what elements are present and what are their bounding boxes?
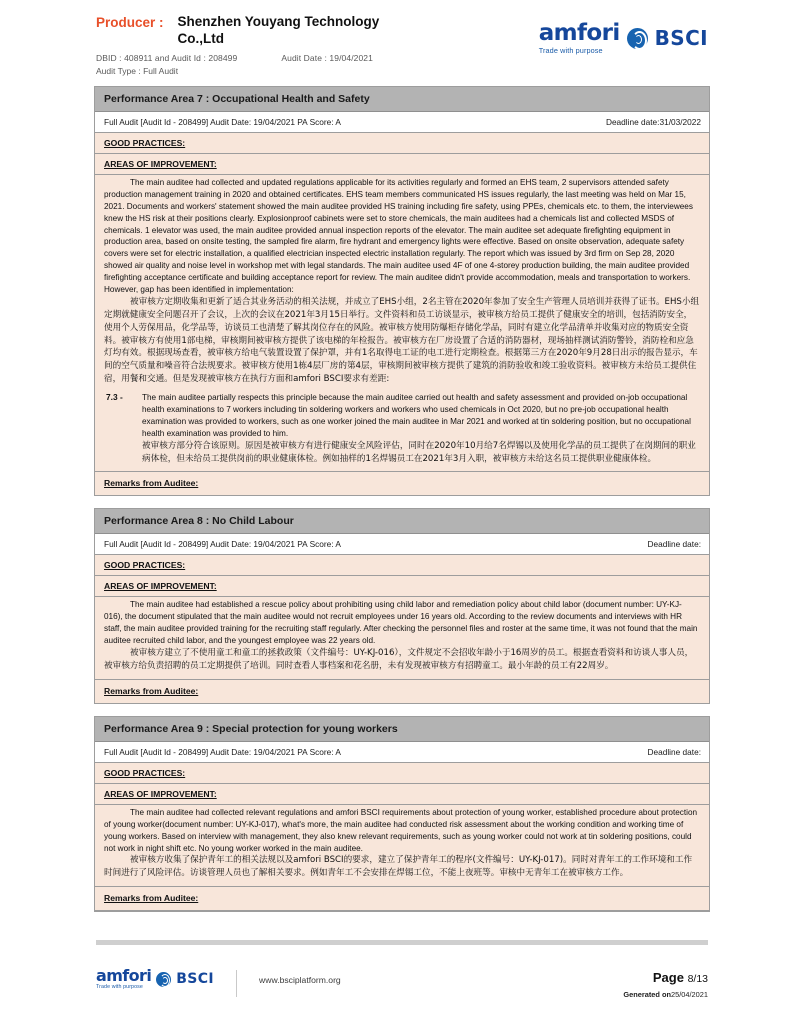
bsci-text: BSCI [654, 26, 708, 51]
areas-of-improvement-label: AREAS OF IMPROVEMENT: [104, 581, 217, 592]
good-practices-heading [95, 763, 709, 784]
performance-area-audit-row [95, 742, 709, 763]
audit-date: Audit Date : 19/04/2021 [281, 52, 373, 63]
areas-of-improvement-body [95, 175, 709, 472]
finding-number: 7.3 - [106, 392, 123, 403]
performance-area-block [94, 86, 710, 496]
areas-of-improvement-body [95, 597, 709, 679]
audit-type: Audit Type : Full Audit [96, 65, 179, 76]
footer-website-link[interactable]: www.bsciplatform.org [259, 975, 341, 985]
good-practices-label: GOOD PRACTICES: [104, 138, 186, 148]
page-footer [0, 934, 796, 1030]
amfori-spiral-icon [627, 28, 648, 49]
generated-value: 25/04/2021 [671, 990, 708, 999]
areas-of-improvement-heading [95, 154, 709, 175]
improvement-paragraph-zh: 被审核方收集了保护青年工的相关法规以及amfori BSCI的要求，建立了保护青年工的程序(文件编号：UY-KJ-017)。同时对青年工的工作环境和工作时间进行了风险评估。访谈管理人员也了解相关要求。例如青年工不会安排在焊锡工位，不能上夜班等。审核中无青年工在被审核方工作。 [104, 855, 693, 879]
page-header [0, 0, 796, 86]
deadline-date: Deadline date:31/03/2022 [605, 117, 701, 127]
finding-paragraph-en: The main auditee partially respects this principle because the main auditee carried out health and safety assessment and provided on-job occupational health examinations to 7 workers including tin soldering workers and workers who used chemicals in Oct 2020, but no pre-job occupational health examination was provided to workers, such as one worker joined the main auditee in Mar 2021 and worked at tin soldering position, but no occupational health examination was provided to him. [142, 393, 691, 438]
performance-area-block [94, 716, 710, 912]
report-body [0, 86, 796, 912]
footer-bsci-text: BSCI [176, 971, 215, 988]
footer-divider-rule [96, 940, 708, 945]
areas-of-improvement-heading [95, 576, 709, 597]
areas-of-improvement-label: AREAS OF IMPROVEMENT: [104, 159, 217, 169]
amfori-tagline: Trade with purpose [538, 46, 603, 55]
remarks-from-auditee-heading [95, 680, 709, 704]
remarks-from-auditee-heading [95, 887, 709, 911]
improvement-paragraph-zh: 被审核方定期收集和更新了适合其业务活动的相关法规，并成立了EHS小组，2名主管在2020年参加了安全生产管理人员培训并获得了证书。EHS小组定期就健康安全问题召开了会议，上次的会议在2021年3月15日举行。文件资料和员工访谈显示，被审核方给员工提供了健康安全的培训，包括消防安全，使用个人劳保用品，化学品等，访谈员工也清楚了解其岗位存在的风险。被审核方使用防爆柜存储化学品，同时有建立化学品清单并收集对应的物质安全资料。被审核方有使用1部电梯，审核期间被审核方提供了该电梯的年检报告。被审核方在厂房设置了合适的消防器材，现场抽样测试消防警铃，消防栓和应急灯均有效。根据现场查看，被审核方给电气装置设置了保护罩，并有1名取得电工证的电工进行定期检查。根据第三方在2020年9月28日出示的报告显示，车间的空气质量和噪音符合法规要求。被审核方使用1栋4层厂房的第4层，审核期间被审核方提供了建筑的消防验收和竣工验收资料。被审核方未给员工提供住宿，用餐和交通。但是发现被审核方在执行方面和amfori BSCI要求有差距: [104, 296, 700, 385]
footer-amfori-bsci-logo [96, 968, 236, 990]
amfori-wordmark [539, 22, 620, 54]
footer-amfori-tagline: Trade with purpose [96, 984, 143, 990]
areas-of-improvement-heading [95, 784, 709, 805]
amfori-bsci-logo [539, 22, 708, 54]
footer-amfori-text: amfori [96, 966, 152, 985]
footer-amfori-spiral-icon [156, 972, 171, 987]
footer-amfori-wordmark [96, 968, 151, 990]
producer-name: Shenzhen Youyang Technology Co.,Ltd [177, 14, 380, 46]
dbid-audit-id: DBID : 408911 and Audit Id : 208499 [96, 52, 238, 63]
generated-on [623, 990, 708, 999]
performance-area-title: Performance Area 9 : Special protection for young workers [95, 717, 709, 742]
improvement-paragraph-en: The main auditee had collected relevant regulations and amfori BSCI requirements about protection of young worker, established procedure about protection of young worker(document number: UY-KJ-017), what's more, the main auditee had conducted risk assessment about the working condition and working time of young workers. Based on interview with management, they also knew relevant requirements, such as young worker could not work at tin soldering positions, could not work in night shift etc. No young worker worked in the main auditee. [104, 807, 698, 853]
finding-text [142, 392, 700, 465]
footer-page-info [623, 968, 708, 999]
performance-area-title: Performance Area 7 : Occupational Health and Safety [95, 87, 709, 112]
footer-content [96, 968, 708, 999]
remarks-from-auditee-heading [95, 472, 709, 496]
deadline-date: Deadline date: [647, 539, 701, 550]
performance-area-title: Performance Area 8 : No Child Labour [95, 509, 709, 534]
performance-area-audit-row [95, 112, 709, 133]
deadline-date: Deadline date: [647, 746, 701, 757]
amfori-text: amfori [538, 20, 620, 46]
areas-of-improvement-label: AREAS OF IMPROVEMENT: [104, 788, 217, 799]
good-practices-heading [95, 555, 709, 576]
improvement-paragraph-en: The main auditee had collected and updated regulations applicable for its activities regularly and formed an EHS team, 2 supervisors attended safety production management training in 2020 and obtained certificates. EHS team members communicated HS issues regularly, the last meeting was held on Mar 15, 2021. Documents and workers' statement showed the main auditee provided HS training including fire safety, using PPEs, chemicals etc. to them, the interviewees knew the HS risk at their positions clearly. Explosionproof cabinets were set to store chemicals, the main auditees had a chemicals list and collected MSDS of chemicals. 1 elevator was used, the main auditee provided annual inspection reports of the elevator. The main auditee set adequate firefighting equipment in production area, based on onsite testing, the sampled fire alarm, fire hydrant and emergency lights were effective. Based on onsite observation, adequate safety covers were set for electric installation, a qualified electrician inspected electric installation regularly. The report which was issued by 3rd firm on Sep 28, 2020 showed air quality and noise level in workshop met with legal standards. The main auditee used 4F of one 4-storey production building, the main auditee provided firefighting acceptance certificate and building acceptance report for review. The main auditee didn't provide accommodation, meals and transportation to workers. However, gap has been identified in implementation: [104, 178, 693, 295]
improvement-paragraph-zh: 被审核方建立了不使用童工和童工的拯救政策（文件编号：UY-KJ-016），文件规定不会招收年龄小于16周岁的员工。根据查看资料和访谈人事人员，被审核方给负责招聘的员工定期提供了培训。同时查看人事档案和花名册，未有发现被审核方有招聘童工。最小年龄的员工有22周岁。 [104, 648, 694, 671]
page-label: Page [652, 970, 684, 985]
areas-of-improvement-body [95, 805, 709, 887]
audit-info: Full Audit [Audit Id - 208499] Audit Date: 19/04/2021 PA Score: A [104, 746, 341, 757]
audit-info: Full Audit [Audit Id - 208499] Audit Date: 19/04/2021 PA Score: A [104, 117, 341, 127]
finding-paragraph-zh: 被审核方部分符合该原则。原因是被审核方有进行健康安全风险评估，同时在2020年10月给7名焊锡以及使用化学品的员工提供了在岗期间的职业病体检，但未给员工提供岗前的职业健康体检。例如抽样的1名焊锡员工在2021年3月入职，被审核方未给这名员工提供职业健康体检。 [142, 440, 696, 464]
page-value: 8/13 [687, 973, 708, 985]
page-number [623, 970, 708, 985]
remarks-from-auditee-label: Remarks from Auditee: [104, 685, 199, 696]
generated-label: Generated on [623, 990, 671, 999]
performance-area-block [94, 508, 710, 703]
finding-row [104, 392, 700, 465]
good-practices-label: GOOD PRACTICES: [104, 560, 186, 571]
performance-area-audit-row [95, 534, 709, 555]
good-practices-label: GOOD PRACTICES: [104, 767, 186, 778]
good-practices-heading [95, 133, 709, 154]
producer-label: Producer : [96, 15, 164, 30]
improvement-paragraph-en: The main auditee had established a rescue policy about prohibiting using child labor and remediation policy about child labor (document number: UY-KJ-016), the document stipulated that the main auditee would not recruit employees under 16 years old. According to the review documents and interviews with HR staff, the main auditee provided training for the recruiting staff regularly. After checking the personnel files and roster at the same time, it was not found that the main auditee recruited child labor, and the youngest employee was 22 years old. [104, 600, 698, 646]
remarks-from-auditee-label: Remarks from Auditee: [104, 893, 199, 904]
remarks-from-auditee-label: Remarks from Auditee: [104, 478, 199, 489]
audit-info: Full Audit [Audit Id - 208499] Audit Date: 19/04/2021 PA Score: A [104, 539, 341, 550]
